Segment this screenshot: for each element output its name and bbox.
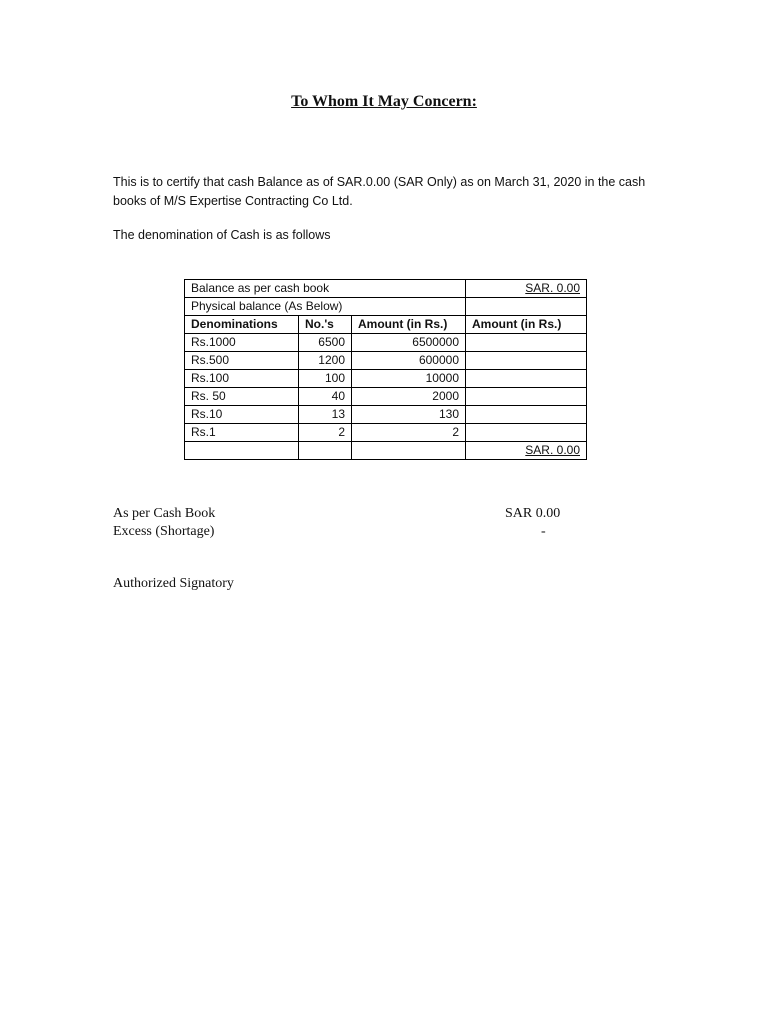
empty-cell — [466, 370, 587, 388]
count-cell: 40 — [299, 388, 352, 406]
balance-label: Balance as per cash book — [185, 280, 466, 298]
header-count: No.'s — [299, 316, 352, 334]
header-amount-total: Amount (in Rs.) — [466, 316, 587, 334]
empty-cell — [466, 406, 587, 424]
amount-cell: 10000 — [352, 370, 466, 388]
amount-cell: 2 — [352, 424, 466, 442]
count-cell: 1200 — [299, 352, 352, 370]
denomination-cell: Rs.10 — [185, 406, 299, 424]
empty-cell — [466, 298, 587, 316]
denomination-cell: Rs.1000 — [185, 334, 299, 352]
denomination-cell: Rs.500 — [185, 352, 299, 370]
empty-cell — [185, 442, 299, 460]
empty-cell — [466, 388, 587, 406]
count-cell: 6500 — [299, 334, 352, 352]
empty-cell — [466, 424, 587, 442]
excess-value: - — [541, 524, 546, 539]
denomination-cell: Rs. 50 — [185, 388, 299, 406]
authorized-signatory: Authorized Signatory — [113, 576, 234, 591]
table-row — [185, 352, 587, 370]
count-cell: 100 — [299, 370, 352, 388]
empty-cell — [299, 442, 352, 460]
cash-book-row — [113, 505, 573, 523]
amount-cell: 2000 — [352, 388, 466, 406]
table-row — [185, 370, 587, 388]
excess-row — [113, 523, 573, 541]
amount-cell: 6500000 — [352, 334, 466, 352]
table-header-row — [185, 316, 587, 334]
empty-cell — [466, 352, 587, 370]
balance-value: SAR. 0.00 — [466, 280, 587, 298]
cash-denomination-table — [184, 279, 587, 460]
amount-cell: 600000 — [352, 352, 466, 370]
count-cell: 2 — [299, 424, 352, 442]
table-row — [185, 406, 587, 424]
total-row — [185, 442, 587, 460]
balance-summary — [113, 505, 573, 541]
denomination-intro: The denomination of Cash is as follows — [113, 228, 331, 242]
cash-book-label: As per Cash Book — [113, 506, 216, 521]
cash-book-value: SAR 0.00 — [505, 506, 561, 521]
amount-cell: 130 — [352, 406, 466, 424]
table-row — [185, 424, 587, 442]
balance-row — [185, 280, 587, 298]
total-value: SAR. 0.00 — [466, 442, 587, 460]
empty-cell — [466, 334, 587, 352]
certification-paragraph: This is to certify that cash Balance as of SAR.0.00 (SAR Only) as on March 31, 2020 in the cash books of M/S Expertise Contracting Co Ltd. — [113, 175, 646, 208]
header-amount: Amount (in Rs.) — [352, 316, 466, 334]
table-row — [185, 388, 587, 406]
header-denominations: Denominations — [185, 316, 299, 334]
physical-balance-label: Physical balance (As Below) — [185, 298, 466, 316]
denomination-cell: Rs.100 — [185, 370, 299, 388]
count-cell: 13 — [299, 406, 352, 424]
excess-label: Excess (Shortage) — [113, 524, 215, 539]
denomination-cell: Rs.1 — [185, 424, 299, 442]
physical-balance-row — [185, 298, 587, 316]
empty-cell — [352, 442, 466, 460]
document-title: To Whom It May Concern: — [291, 93, 477, 110]
table-row — [185, 334, 587, 352]
